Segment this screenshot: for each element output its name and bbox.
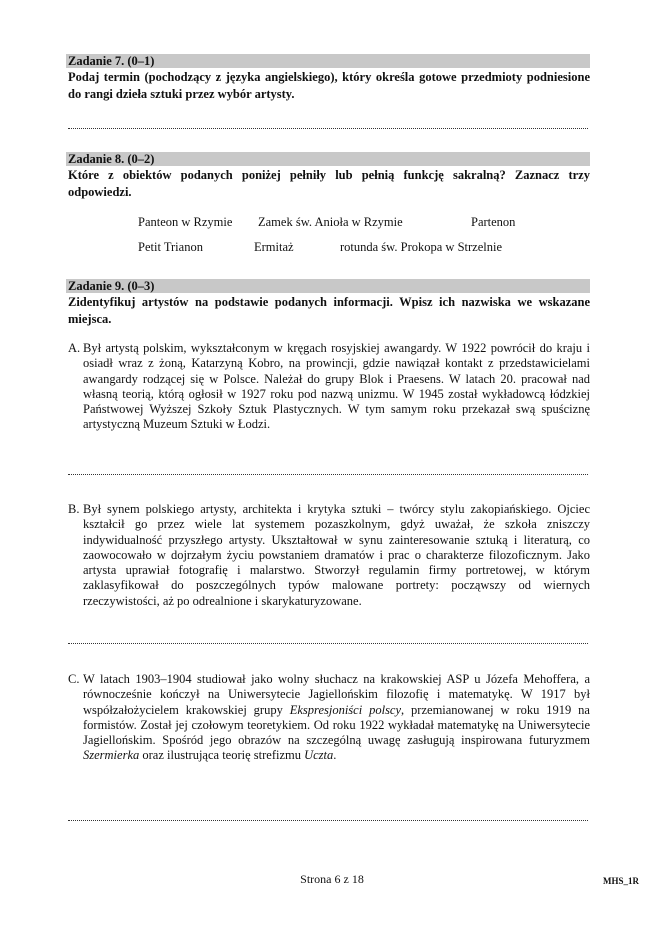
item-b-letter: B. [68, 502, 80, 516]
option-petit-trianon[interactable]: Petit Trianon [138, 240, 203, 254]
item-b-text: Był synem polskiego artysty, architekta i krytyka sztuki – twórcy stylu zakopiańskiego. Ojciec kształcił go przez wiele lat systemem pozaszkolnym, gdyż uważał, że szkoła zniszczy indywidualność przyszłego artysty. Ukształtował w synu zainteresowanie sztuką i literaturą, co zaowocowało w dojrzałym życiu powstaniem dramatów i prac o charakterze filozoficznym. Jako artysta uprawiał fotografię i malarstwo. Stworzył regulamin firmy portretowej, w którym zaklasyfikował do poszczególnych typów malowane portrety: począwszy od wiernych rzeczywistości, aż po odrealnione i skarykaturyzowane. [83, 502, 590, 608]
option-zamek[interactable]: Zamek św. Anioła w Rzymie [258, 215, 403, 229]
option-rotunda[interactable]: rotunda św. Prokopa w Strzelnie [340, 240, 503, 254]
item-c-text-1: W latach 1903–1904 studiował jako wolny słuchacz na krakowskiej ASP u Józefa Mehoffera, a równocześnie kończył na Uniwersytecie Jagiellońskim filozofię i matematykę. W 1917 był współzałożycielem krakowskiej grupy [83, 672, 590, 717]
task-7-header: Zadanie 7. (0–1) [66, 54, 590, 68]
item-a [68, 341, 590, 433]
item-c-work-uczta: Uczta [304, 748, 334, 763]
item-c-text [83, 672, 590, 764]
item-b-answer-line[interactable] [68, 643, 588, 644]
item-c-text-2: , przemianowanej w roku 1919 na formistów. Został jej czołowym teoretykiem. Od roku 1922 wykładał matematykę na Uniwersytecie Jagiellońskim. Spośród jego obrazów na szczególną uwagę zasługują inspirowana futuryzmem [83, 702, 590, 748]
page-number: Strona 6 z 18 [300, 872, 364, 886]
task-8-header: Zadanie 8. (0–2) [66, 152, 590, 166]
task-7-answer-line[interactable] [68, 128, 588, 129]
task-7-question: Podaj termin (pochodzący z języka angielskiego), który określa gotowe przedmioty podniesione do rangi dzieła sztuki przez wybór artysty. [68, 70, 590, 101]
task-8-question: Które z obiektów podanych poniżej pełniły lub pełnią funkcję sakralną? Zaznacz trzy odpowiedzi. [68, 168, 590, 199]
item-c-letter: C. [68, 672, 80, 686]
item-c-text-4: . [333, 748, 337, 763]
item-a-answer-line[interactable] [68, 474, 588, 475]
exam-code: MHS_1R [603, 876, 639, 886]
item-c-work-szermierka: Szermierka [83, 748, 140, 763]
item-a-letter: A. [68, 341, 81, 355]
item-a-text: Był artystą polskim, wykształconym w kręgach rosyjskiej awangardy. W 1922 powrócił do kraju i osiadł wraz z żoną, Katarzyną Kobro, na prowincji, gdzie nawiązał kontakt z przedstawicielami awangardy rodzącej się w Polsce. Należał do grupy Blok i Praesens. W latach 20. pracował nad własną teorią, którą ogłosił w 1927 roku pod nazwą unizmu. W 1945 został wykładowcą łódzkiej Państwowej Wyższej Szkoły Sztuk Plastycznych. W tym samym roku przekazał swą spuściznę artystyczną Muzeum Sztuki w Łodzi. [83, 341, 590, 432]
option-ermitaz[interactable]: Ermitaż [254, 240, 294, 254]
item-c-answer-line[interactable] [68, 820, 588, 821]
option-partenon[interactable]: Partenon [471, 215, 516, 229]
item-b [68, 502, 590, 609]
item-c-text-3: oraz ilustrująca teorię strefizmu [139, 748, 305, 763]
item-c-group-name: Ekspresjoniści polscy [289, 702, 402, 717]
task-9-question: Zidentyfikuj artystów na podstawie podanych informacji. Wpisz ich nazwiska we wskazane miejsca. [68, 295, 590, 326]
task-9-header: Zadanie 9. (0–3) [66, 279, 590, 293]
option-panteon[interactable]: Panteon w Rzymie [138, 215, 233, 229]
item-c [68, 672, 590, 764]
